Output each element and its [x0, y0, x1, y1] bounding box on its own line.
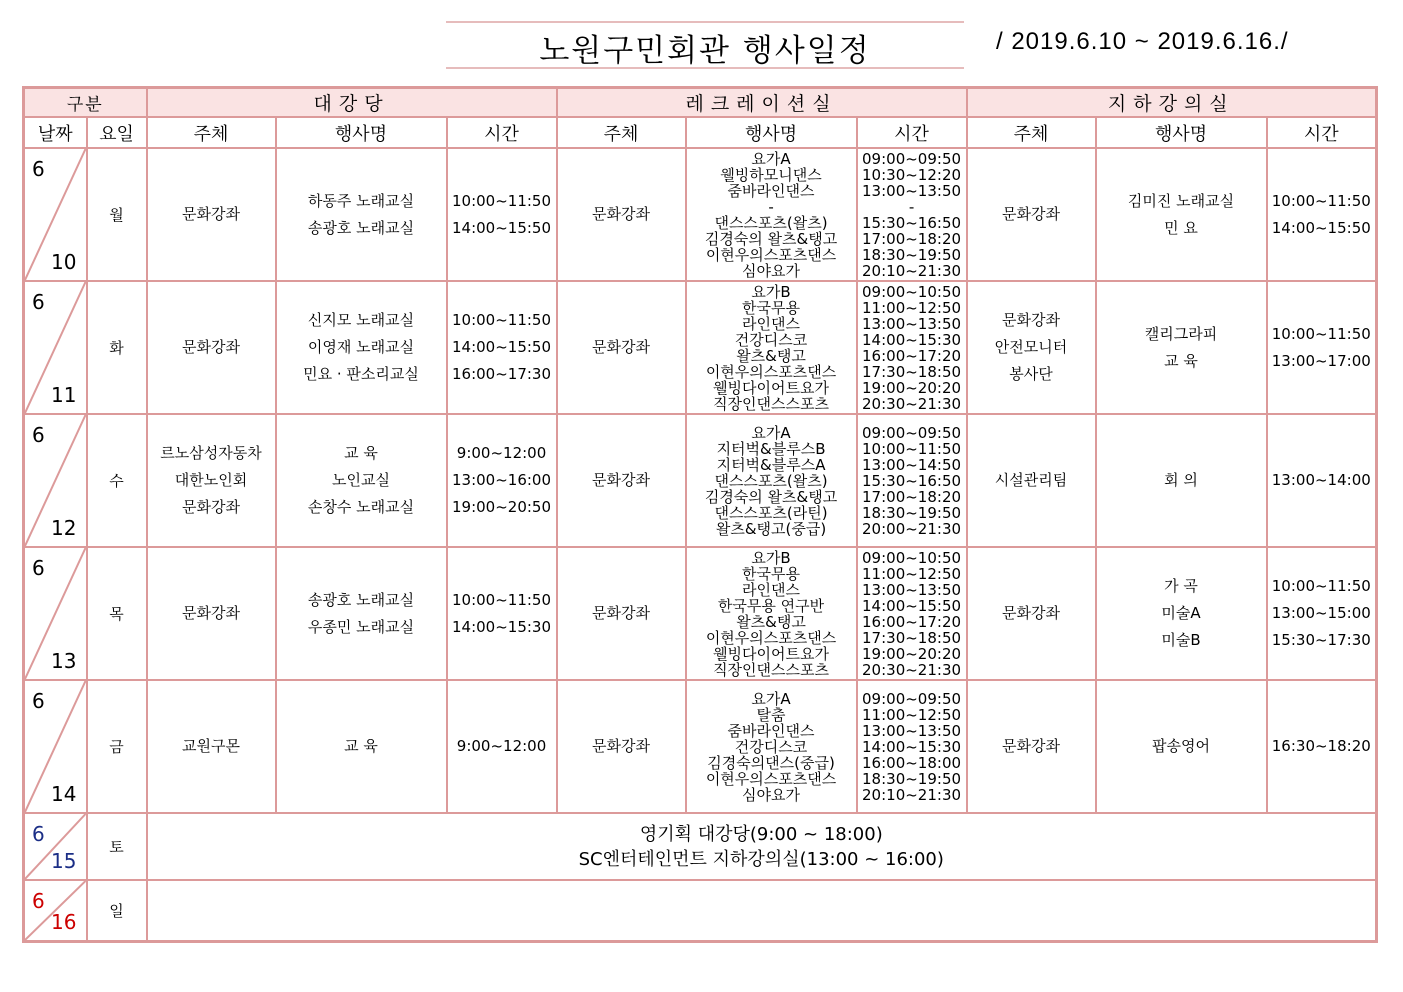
hall-host-line: 문화강좌	[182, 498, 240, 516]
basement-host-line: 문화강좌	[1002, 311, 1061, 329]
hall-host-line: 교원구몬	[182, 737, 240, 755]
rec-events-line: 라인댄스	[742, 580, 801, 599]
hall-host	[147, 547, 276, 680]
rec-events-line: -	[768, 197, 774, 216]
header-time: 시간	[857, 117, 967, 148]
rec-host-line: 문화강좌	[592, 205, 651, 223]
rec-times-line: 17:30~18:50	[862, 362, 962, 381]
basement-times	[1267, 414, 1377, 547]
rec-events-line: 이현우의스포츠댄스	[705, 362, 837, 381]
hall-events-line: 손창수 노래교실	[307, 498, 415, 516]
rec-events-line: 요가A	[751, 149, 791, 168]
date-cell	[24, 880, 87, 942]
rec-events	[686, 414, 857, 547]
rec-times-line: 13:00~13:50	[862, 314, 962, 333]
weekend-note-line: 영기획 대강당(9:00 ~ 18:00)	[639, 823, 883, 845]
hall-host-line: 대한노인회	[174, 471, 248, 489]
hall-events	[276, 148, 447, 281]
weekday-cell: 토	[87, 813, 147, 880]
rec-events-line: 라인댄스	[742, 314, 801, 333]
venue-header-row	[24, 88, 1377, 118]
hall-events	[276, 547, 447, 680]
rec-times-line: 16:00~17:20	[862, 612, 962, 631]
rec-times-line: 20:10~21:30	[862, 785, 962, 804]
rec-events-line: 요가A	[751, 423, 791, 442]
date-day: 11	[51, 383, 77, 407]
weekday-cell: 화	[87, 281, 147, 414]
hall-host-line: 르노삼성자동차	[160, 444, 262, 462]
rec-events-line: 웰빙다이어트요가	[713, 378, 829, 397]
rec-times-line: 17:30~18:50	[862, 628, 962, 647]
hall-events-line: 민요 · 판소리교실	[303, 365, 419, 383]
basement-events-line: 교 육	[1164, 351, 1198, 370]
basement-host-line: 봉사단	[1009, 365, 1053, 383]
header-venue-basement-lecture-room: 지하강의실	[967, 88, 1377, 118]
basement-host-line: 문화강좌	[1002, 205, 1061, 223]
rec-times-line: 14:00~15:30	[862, 330, 962, 349]
rec-events-line: 줌바라인댄스	[727, 181, 815, 200]
header-event: 행사명	[1096, 117, 1267, 148]
hall-host	[147, 281, 276, 414]
rec-times	[857, 680, 967, 813]
rec-times-line: 09:00~09:50	[862, 689, 962, 708]
date-month: 6	[32, 556, 45, 580]
date-day: 10	[51, 250, 77, 274]
basement-events-line: 캘리그라피	[1144, 324, 1218, 343]
date-month: 6	[32, 157, 45, 181]
basement-times-line: 14:00~15:50	[1271, 218, 1371, 237]
hall-events-line: 우종민 노래교실	[307, 617, 415, 636]
hall-times-line: 13:00~16:00	[452, 471, 552, 489]
rec-host	[557, 148, 686, 281]
hall-times	[447, 547, 557, 680]
rec-times-line: 18:30~19:50	[862, 503, 962, 522]
header-time: 시간	[447, 117, 557, 148]
rec-times-line: 20:00~21:30	[862, 519, 962, 538]
date-day: 14	[51, 782, 77, 806]
rec-times-line: 11:00~12:50	[862, 705, 962, 724]
hall-host-line: 문화강좌	[182, 604, 240, 622]
date-cell	[24, 813, 87, 880]
hall-times-line: 16:00~17:30	[452, 365, 552, 383]
rec-times-line: 20:10~21:30	[862, 261, 962, 280]
hall-events-line: 노인교실	[332, 471, 390, 489]
rec-times-line: 13:00~14:50	[862, 455, 962, 474]
basement-times-line: 13:00~14:00	[1271, 471, 1371, 489]
rec-events-line: 김경숙의 왈츠&탱고	[704, 487, 838, 506]
date-cell	[24, 414, 87, 547]
hall-times-line: 14:00~15:50	[452, 218, 552, 237]
date-month: 6	[32, 889, 45, 913]
weekday-cell: 금	[87, 680, 147, 813]
rec-host-line: 문화강좌	[592, 737, 651, 755]
basement-events-line: 민 요	[1164, 218, 1198, 237]
hall-host	[147, 680, 276, 813]
date-day: 15	[51, 849, 77, 873]
schedule-period: / 2019.6.10 ~ 2019.6.16./	[996, 28, 1289, 55]
rec-events-line: 요가B	[751, 548, 791, 567]
basement-times-line: 13:00~17:00	[1271, 351, 1371, 370]
rec-events-line: 웰빙하모니댄스	[720, 165, 822, 184]
basement-host-line: 시설관리팀	[994, 471, 1068, 489]
hall-times-line: 10:00~11:50	[452, 311, 552, 329]
hall-events-line: 하동주 노래교실	[307, 191, 415, 210]
rec-times-line: 16:00~17:20	[862, 346, 962, 365]
rec-events	[686, 281, 857, 414]
basement-host-line: 문화강좌	[1002, 604, 1061, 622]
hall-times-line: 9:00~12:00	[456, 444, 547, 462]
basement-events-line: 팝송영어	[1152, 737, 1211, 755]
rec-times-line: 20:30~21:30	[862, 660, 962, 679]
rec-events-line: 이현우의스포츠댄스	[705, 628, 837, 647]
hall-host-line: 문화강좌	[182, 205, 240, 223]
date-month: 6	[32, 290, 45, 314]
header-host: 주체	[557, 117, 686, 148]
rec-events-line: 건강디스코	[734, 737, 808, 756]
rec-times-line: -	[908, 197, 915, 216]
hall-events-line: 신지모 노래교실	[307, 311, 415, 329]
rec-events-line: 한국무용	[742, 298, 801, 317]
basement-times-line: 10:00~11:50	[1271, 577, 1371, 595]
rec-times	[857, 281, 967, 414]
rec-times-line: 18:30~19:50	[862, 245, 962, 264]
rec-events-line: 김경숙의댄스(중급)	[707, 753, 835, 772]
rec-times	[857, 414, 967, 547]
header-venue-main-hall: 대강당	[147, 88, 557, 118]
rec-events-line: 직장인댄스스포츠	[713, 660, 829, 679]
rec-events-line: 왈츠&탱고	[736, 612, 806, 631]
basement-host	[967, 281, 1096, 414]
rec-times-line: 13:00~13:50	[862, 721, 962, 740]
weekend-notice	[147, 880, 1377, 942]
basement-times	[1267, 148, 1377, 281]
weekend-note-line: SC엔터테인먼트 지하강의실(13:00 ~ 16:00)	[578, 848, 944, 870]
date-cell	[24, 148, 87, 281]
hall-host	[147, 148, 276, 281]
hall-events-line: 송광호 노래교실	[307, 590, 415, 609]
basement-events-line: 미술A	[1161, 604, 1201, 622]
basement-times	[1267, 547, 1377, 680]
rec-times-line: 14:00~15:30	[862, 737, 962, 756]
rec-times-line: 09:00~10:50	[862, 548, 962, 567]
rec-events-line: 한국무용	[742, 564, 801, 583]
rec-times-line: 10:00~11:50	[862, 439, 962, 458]
rec-host	[557, 414, 686, 547]
basement-times-line: 10:00~11:50	[1271, 324, 1371, 343]
basement-events-line: 미술B	[1161, 631, 1201, 649]
rec-events-line: 지터벅&블루스B	[716, 439, 826, 458]
weekend-notice	[147, 813, 1377, 880]
rec-events	[686, 547, 857, 680]
rec-events-line: 요가A	[751, 689, 791, 708]
rec-times-line: 17:00~18:20	[862, 487, 962, 506]
rec-events-line: 왈츠&탱고(중급)	[715, 519, 827, 538]
basement-events	[1096, 547, 1267, 680]
rec-events	[686, 680, 857, 813]
basement-times-line: 13:00~15:00	[1271, 604, 1371, 622]
hall-events-line: 송광호 노래교실	[307, 218, 415, 237]
day-row	[24, 281, 1377, 414]
date-cell	[24, 547, 87, 680]
rec-events-line: 댄스스포츠(왈츠)	[714, 213, 828, 232]
basement-host	[967, 148, 1096, 281]
basement-times-line: 10:00~11:50	[1271, 191, 1371, 210]
rec-host	[557, 547, 686, 680]
rec-times-line: 13:00~13:50	[862, 181, 962, 200]
hall-events-line: 이영재 노래교실	[307, 338, 415, 356]
rec-events-line: 줌바라인댄스	[727, 721, 815, 740]
date-month: 6	[32, 822, 45, 846]
basement-events	[1096, 680, 1267, 813]
page-title: 노원구민회관 행사일정	[539, 33, 871, 69]
basement-times	[1267, 281, 1377, 414]
hall-times	[447, 414, 557, 547]
rec-times	[857, 547, 967, 680]
hall-times-line: 10:00~11:50	[452, 191, 552, 210]
basement-times-line: 15:30~17:30	[1271, 631, 1371, 649]
date-month: 6	[32, 423, 45, 447]
rec-events-line: 왈츠&탱고	[736, 346, 806, 365]
rec-times-line: 13:00~13:50	[862, 580, 962, 599]
rec-events-line: 탈춤	[756, 705, 786, 724]
rec-times-line: 19:00~20:20	[862, 644, 962, 663]
rec-times-line: 15:30~16:50	[862, 471, 962, 490]
hall-times	[447, 281, 557, 414]
header-venue-recreation-room: 레크레이션실	[557, 88, 967, 118]
rec-times-line: 09:00~09:50	[862, 149, 962, 168]
weekend-row	[24, 880, 1377, 942]
rec-events-line: 댄스스포츠(왈츠)	[714, 471, 828, 490]
rec-times	[857, 148, 967, 281]
rec-events-line: 심야요가	[742, 785, 801, 804]
rec-events	[686, 148, 857, 281]
rec-events-line: 심야요가	[742, 261, 801, 280]
rec-events-line: 한국무용 연구반	[717, 596, 825, 615]
header-host: 주체	[147, 117, 276, 148]
date-day: 16	[51, 910, 77, 934]
rec-times-line: 15:30~16:50	[862, 213, 962, 232]
basement-times-line: 16:30~18:20	[1271, 737, 1371, 755]
header-event: 행사명	[686, 117, 857, 148]
schedule-table	[22, 86, 1378, 943]
weekday-cell: 목	[87, 547, 147, 680]
day-row	[24, 414, 1377, 547]
rec-host-line: 문화강좌	[592, 604, 651, 622]
rec-host	[557, 281, 686, 414]
basement-host	[967, 680, 1096, 813]
rec-events-line: 이현우의스포츠댄스	[705, 769, 837, 788]
hall-times-line: 14:00~15:50	[452, 338, 552, 356]
header-weekday: 요일	[87, 117, 147, 148]
weekday-cell: 일	[87, 880, 147, 942]
rec-times-line: 18:30~19:50	[862, 769, 962, 788]
rec-host-line: 문화강좌	[592, 471, 651, 489]
hall-times	[447, 680, 557, 813]
hall-events-line: 교 육	[344, 444, 378, 462]
date-month: 6	[32, 689, 45, 713]
rec-events-line: 요가B	[751, 282, 791, 301]
hall-events	[276, 281, 447, 414]
rec-events-line: 김경숙의 왈츠&탱고	[704, 229, 838, 248]
column-header-row	[24, 117, 1377, 148]
date-day: 13	[51, 649, 77, 673]
basement-host	[967, 547, 1096, 680]
weekend-row	[24, 813, 1377, 880]
rec-events-line: 지터벅&블루스A	[716, 455, 826, 474]
basement-host-line: 문화강좌	[1002, 737, 1061, 755]
basement-events-line: 김미진 노래교실	[1127, 191, 1235, 210]
day-row	[24, 148, 1377, 281]
basement-events-line: 가 곡	[1164, 577, 1198, 595]
header-time: 시간	[1267, 117, 1377, 148]
rec-events-line: 이현우의스포츠댄스	[705, 245, 837, 264]
basement-events	[1096, 148, 1267, 281]
basement-events-line: 회 의	[1164, 471, 1198, 489]
day-row	[24, 680, 1377, 813]
hall-times	[447, 148, 557, 281]
header-event: 행사명	[276, 117, 447, 148]
basement-times	[1267, 680, 1377, 813]
hall-times-line: 10:00~11:50	[452, 590, 552, 609]
header-gubun: 구분	[24, 88, 147, 118]
hall-host-line: 문화강좌	[182, 338, 240, 356]
weekday-cell: 수	[87, 414, 147, 547]
rec-times-line: 16:00~18:00	[862, 753, 962, 772]
rec-events-line: 건강디스코	[734, 330, 808, 349]
date-cell	[24, 281, 87, 414]
rec-times-line: 17:00~18:20	[862, 229, 962, 248]
header-date: 날짜	[24, 117, 87, 148]
rec-times-line: 20:30~21:30	[862, 394, 962, 413]
basement-host	[967, 414, 1096, 547]
rec-times-line: 19:00~20:20	[862, 378, 962, 397]
rec-times-line: 10:30~12:20	[862, 165, 962, 184]
hall-host	[147, 414, 276, 547]
date-day: 12	[51, 516, 77, 540]
rec-host	[557, 680, 686, 813]
rec-events-line: 댄스스포츠(라틴)	[714, 503, 828, 522]
date-cell	[24, 680, 87, 813]
hall-events	[276, 680, 447, 813]
basement-events	[1096, 414, 1267, 547]
rec-times-line: 11:00~12:50	[862, 564, 962, 583]
weekday-cell: 월	[87, 148, 147, 281]
hall-events-line: 교 육	[344, 737, 378, 755]
rec-times-line: 11:00~12:50	[862, 298, 962, 317]
day-row	[24, 547, 1377, 680]
rec-times-line: 14:00~15:50	[862, 596, 962, 615]
header-host: 주체	[967, 117, 1096, 148]
basement-host-line: 안전모니터	[994, 338, 1068, 356]
hall-events	[276, 414, 447, 547]
rec-events-line: 직장인댄스스포츠	[713, 394, 829, 413]
hall-times-line: 19:00~20:50	[452, 498, 552, 516]
rec-events-line: 웰빙다이어트요가	[713, 644, 829, 663]
title-frame	[446, 21, 964, 69]
rec-times-line: 09:00~10:50	[862, 282, 962, 301]
rec-times-line: 09:00~09:50	[862, 423, 962, 442]
rec-host-line: 문화강좌	[592, 338, 651, 356]
hall-times-line: 9:00~12:00	[456, 737, 547, 755]
hall-times-line: 14:00~15:30	[452, 617, 552, 636]
basement-events	[1096, 281, 1267, 414]
